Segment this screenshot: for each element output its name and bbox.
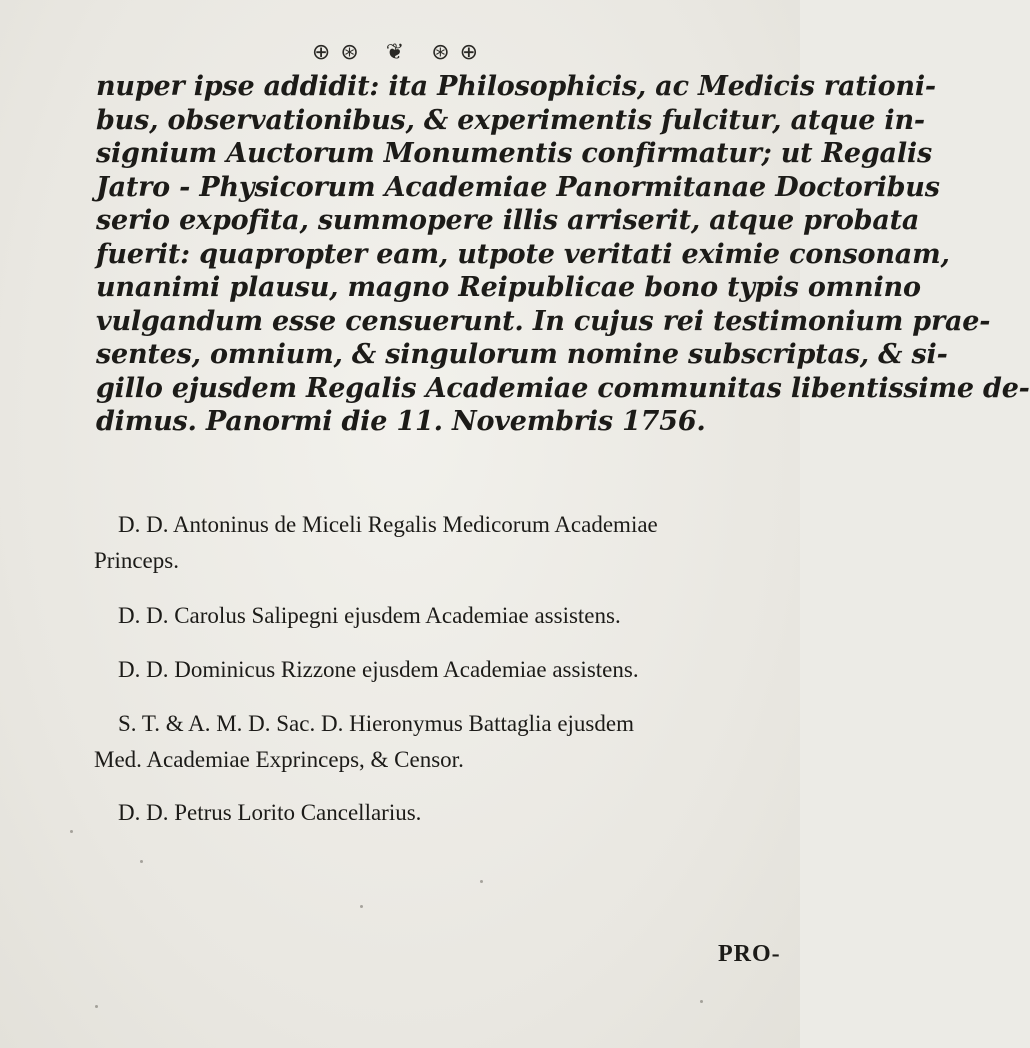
text-line: serio expofita, summopere illis arriserit, atque probata <box>96 205 920 236</box>
signatory-line: Med. Academiae Exprinceps, & Censor. <box>94 747 464 772</box>
catchword: PRO- <box>718 941 781 967</box>
paper-speck <box>480 880 483 883</box>
text-line: unanimi plausu, magno Reipublicae bono typis omnino <box>96 272 921 303</box>
paper-speck <box>70 830 73 833</box>
text-line: fuerit: quapropter eam, utpote veritati eximie consonam, <box>96 238 950 270</box>
signatory-line: D. D. Petrus Lorito Cancellarius. <box>118 800 422 825</box>
signatories <box>94 507 768 831</box>
header-ornament: ⊕⊛ ❦ ⊛⊕ <box>311 40 489 65</box>
text-line: sentes, omnium, & singulorum nomine subscriptas, & si- <box>96 339 948 370</box>
paper-speck <box>360 905 363 908</box>
paper-speck <box>95 1005 98 1008</box>
paper-speck <box>700 1000 703 1003</box>
paper-speck <box>140 860 143 863</box>
text-line: vulgandum esse censuerunt. In cujus rei testimonium prae- <box>96 305 991 337</box>
text-line: bus, observationibus, & experimentis fulcitur, atque in- <box>96 104 925 136</box>
signatory-line: S. T. & A. M. D. Sac. D. Hieronymus Battaglia ejusdem <box>118 711 634 736</box>
text-line: nuper ipse addidit: ita Philosophicis, ac Medicis rationi- <box>96 71 936 102</box>
signatory-line: Princeps. <box>94 548 179 573</box>
text-line: gillo ejusdem Regalis Academiae communitas libentissime de- <box>96 372 1030 404</box>
approbation-text <box>96 70 1030 439</box>
text-line: dimus. Panormi die 11. Novembris 1756. <box>96 406 706 437</box>
signatory-line: D. D. Carolus Salipegni ejusdem Academiae assistens. <box>118 603 621 628</box>
text-line: Jatro - Physicorum Academiae Panormitanae Doctoribus <box>96 171 940 203</box>
signatory-line: D. D. Dominicus Rizzone ejusdem Academiae assistens. <box>118 657 639 682</box>
signatory-line: D. D. Antoninus de Miceli Regalis Medicorum Academiae <box>118 512 658 537</box>
text-line: signium Auctorum Monumentis confirmatur; ut Regalis <box>96 138 932 169</box>
